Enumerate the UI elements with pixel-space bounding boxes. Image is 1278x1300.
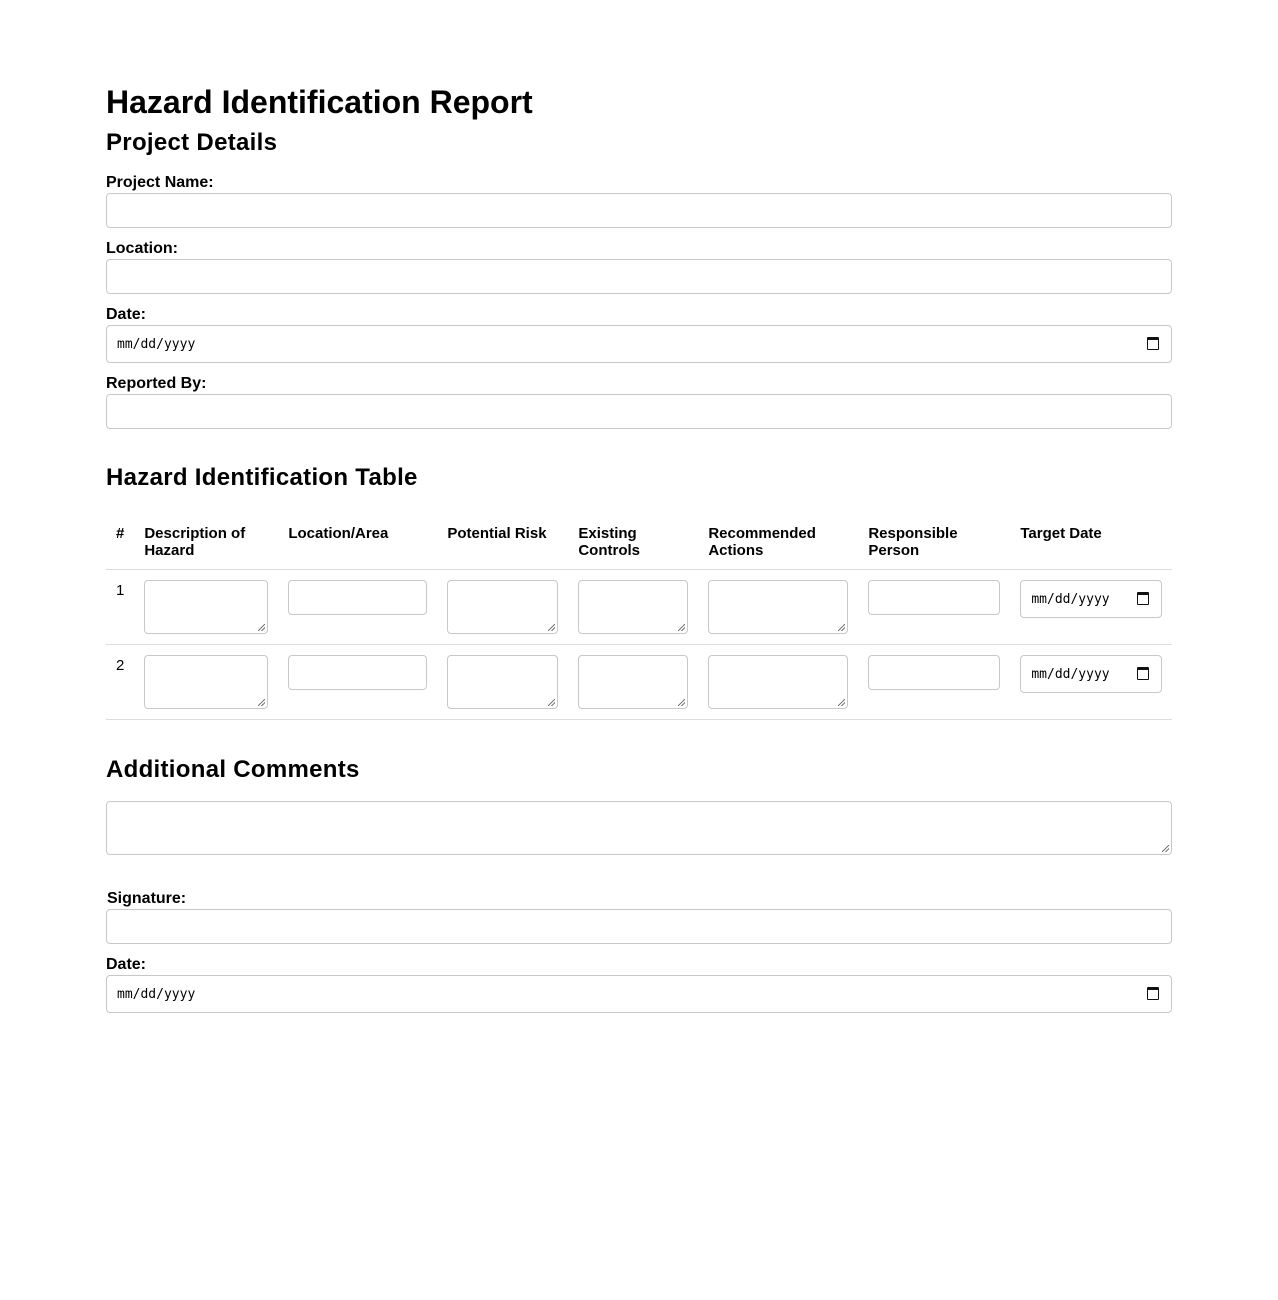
signoff-date-placeholder: mm/dd/yyyy xyxy=(117,986,196,1002)
additional-comments-heading: Additional Comments xyxy=(106,756,360,783)
signature-label: Signature: xyxy=(107,890,187,907)
location-input[interactable] xyxy=(106,259,1172,294)
report-page xyxy=(106,0,1172,1013)
existing-controls-textarea[interactable] xyxy=(578,655,688,709)
calendar-icon[interactable] xyxy=(1137,667,1149,680)
signoff-date-label: Date: xyxy=(106,956,147,973)
calendar-icon[interactable] xyxy=(1147,337,1159,350)
signature-group xyxy=(106,890,1172,944)
calendar-icon[interactable] xyxy=(1137,592,1149,605)
resize-grip-icon[interactable] xyxy=(548,699,555,706)
col-target-date: Target Date xyxy=(1010,514,1172,570)
project-name-group xyxy=(106,174,1172,228)
signoff-date-group xyxy=(106,956,1172,1013)
page-title: Hazard Identification Report xyxy=(106,84,533,120)
col-potential-risk: Potential Risk xyxy=(437,514,568,570)
additional-comments-textarea[interactable] xyxy=(106,801,1172,855)
existing-controls-textarea[interactable] xyxy=(578,580,688,634)
target-date-input[interactable] xyxy=(1020,580,1162,618)
hazard-table xyxy=(106,514,1172,720)
row-number: 1 xyxy=(106,570,134,645)
responsible-person-input[interactable] xyxy=(868,580,1000,615)
reported-by-group xyxy=(106,375,1172,429)
col-recommended-actions: Recommended Actions xyxy=(698,514,858,570)
target-date-input[interactable] xyxy=(1020,655,1162,693)
potential-risk-textarea[interactable] xyxy=(447,580,558,634)
date-label: Date: xyxy=(106,306,147,323)
date-placeholder: mm/dd/yyyy xyxy=(117,336,196,352)
resize-grip-icon[interactable] xyxy=(548,624,555,631)
date-input[interactable] xyxy=(106,325,1172,363)
description-textarea[interactable] xyxy=(144,580,268,634)
recommended-actions-textarea[interactable] xyxy=(708,580,848,634)
potential-risk-textarea[interactable] xyxy=(447,655,558,709)
row-number: 2 xyxy=(106,645,134,720)
resize-grip-icon[interactable] xyxy=(838,624,845,631)
col-responsible-person: Responsible Person xyxy=(858,514,1010,570)
target-date-placeholder: mm/dd/yyyy xyxy=(1031,666,1110,682)
table-row xyxy=(106,570,1172,645)
col-description: Description of Hazard xyxy=(134,514,278,570)
date-group xyxy=(106,306,1172,363)
table-header-row xyxy=(106,514,1172,570)
location-area-input[interactable] xyxy=(288,655,427,690)
resize-grip-icon[interactable] xyxy=(838,699,845,706)
signoff-date-input[interactable] xyxy=(106,975,1172,1013)
project-name-label: Project Name: xyxy=(106,174,214,191)
col-number: # xyxy=(106,514,134,570)
table-row xyxy=(106,645,1172,720)
col-location: Location/Area xyxy=(278,514,437,570)
location-group xyxy=(106,240,1172,294)
col-existing-controls: Existing Controls xyxy=(568,514,698,570)
resize-grip-icon[interactable] xyxy=(678,624,685,631)
resize-grip-icon[interactable] xyxy=(258,699,265,706)
signature-input[interactable] xyxy=(106,909,1172,944)
target-date-placeholder: mm/dd/yyyy xyxy=(1031,591,1110,607)
location-label: Location: xyxy=(106,240,178,257)
resize-grip-icon[interactable] xyxy=(258,624,265,631)
location-area-input[interactable] xyxy=(288,580,427,615)
hazard-table-heading: Hazard Identification Table xyxy=(106,464,418,491)
responsible-person-input[interactable] xyxy=(868,655,1000,690)
project-name-input[interactable] xyxy=(106,193,1172,228)
resize-grip-icon[interactable] xyxy=(678,699,685,706)
resize-grip-icon[interactable] xyxy=(1162,845,1169,852)
project-details-heading: Project Details xyxy=(106,129,278,156)
recommended-actions-textarea[interactable] xyxy=(708,655,848,709)
description-textarea[interactable] xyxy=(144,655,268,709)
reported-by-input[interactable] xyxy=(106,394,1172,429)
reported-by-label: Reported By: xyxy=(106,375,207,392)
calendar-icon[interactable] xyxy=(1147,987,1159,1000)
